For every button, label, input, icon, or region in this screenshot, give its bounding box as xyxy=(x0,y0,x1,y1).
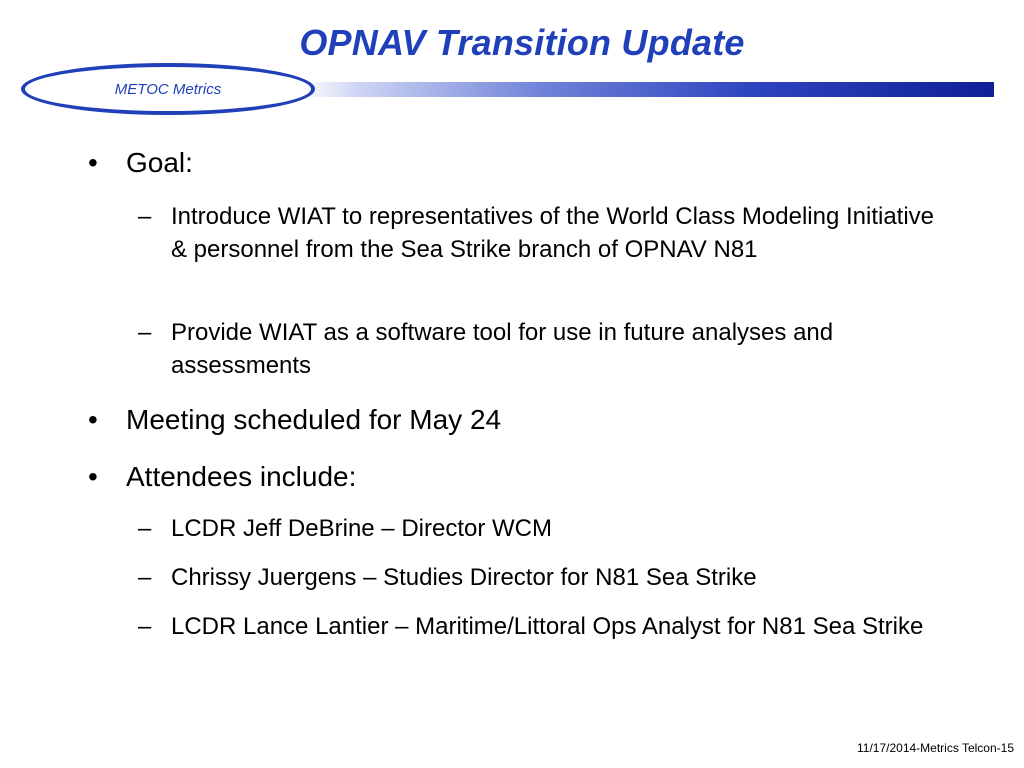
bullet-marker: • xyxy=(88,461,98,492)
sub-bullet-marker: – xyxy=(138,515,152,542)
bullet-marker: • xyxy=(88,147,98,178)
sub-bullet-text: LCDR Jeff DeBrine – Director WCM xyxy=(171,515,552,542)
sub-bullet-text: Introduce WIAT to representatives of the World Class Modeling Initiative & personnel from the Sea Strike branch of OPNAV N81 xyxy=(171,203,935,263)
header-gradient-bar xyxy=(300,82,994,97)
footer-date-label: 11/17/2014-Metrics Telcon-15 xyxy=(857,741,1014,755)
sub-bullet-marker: – xyxy=(138,203,152,230)
sub-bullet-attendee-3 xyxy=(138,610,951,643)
slide-title: OPNAV Transition Update xyxy=(299,22,745,63)
bullet-attendees-label: Attendees include: xyxy=(126,461,357,492)
sub-bullet-text: Chrissy Juergens – Studies Director for N81 Sea Strike xyxy=(171,564,757,591)
bullet-meeting xyxy=(88,403,502,437)
sub-bullet-marker: – xyxy=(138,319,152,346)
bullet-meeting-label: Meeting scheduled for May 24 xyxy=(126,404,502,435)
logo-text: METOC Metrics xyxy=(114,80,222,98)
bullet-goal-label: Goal: xyxy=(126,147,193,178)
sub-bullet-goal-2 xyxy=(138,316,951,382)
sub-bullet-text: Provide WIAT as a software tool for use in future analyses and assessments xyxy=(171,319,834,379)
bullet-attendees xyxy=(88,460,357,494)
sub-bullet-goal-1 xyxy=(138,200,951,266)
bullet-marker: • xyxy=(88,404,98,435)
sub-bullet-text: LCDR Lance Lantier – Maritime/Littoral Ops Analyst for N81 Sea Strike xyxy=(171,613,924,640)
sub-bullet-marker: – xyxy=(138,613,152,640)
sub-bullet-attendee-2 xyxy=(138,561,951,594)
sub-bullet-marker: – xyxy=(138,564,152,591)
sub-bullet-attendee-1 xyxy=(138,512,951,545)
metoc-metrics-logo xyxy=(21,63,315,115)
bullet-goal xyxy=(88,146,193,180)
